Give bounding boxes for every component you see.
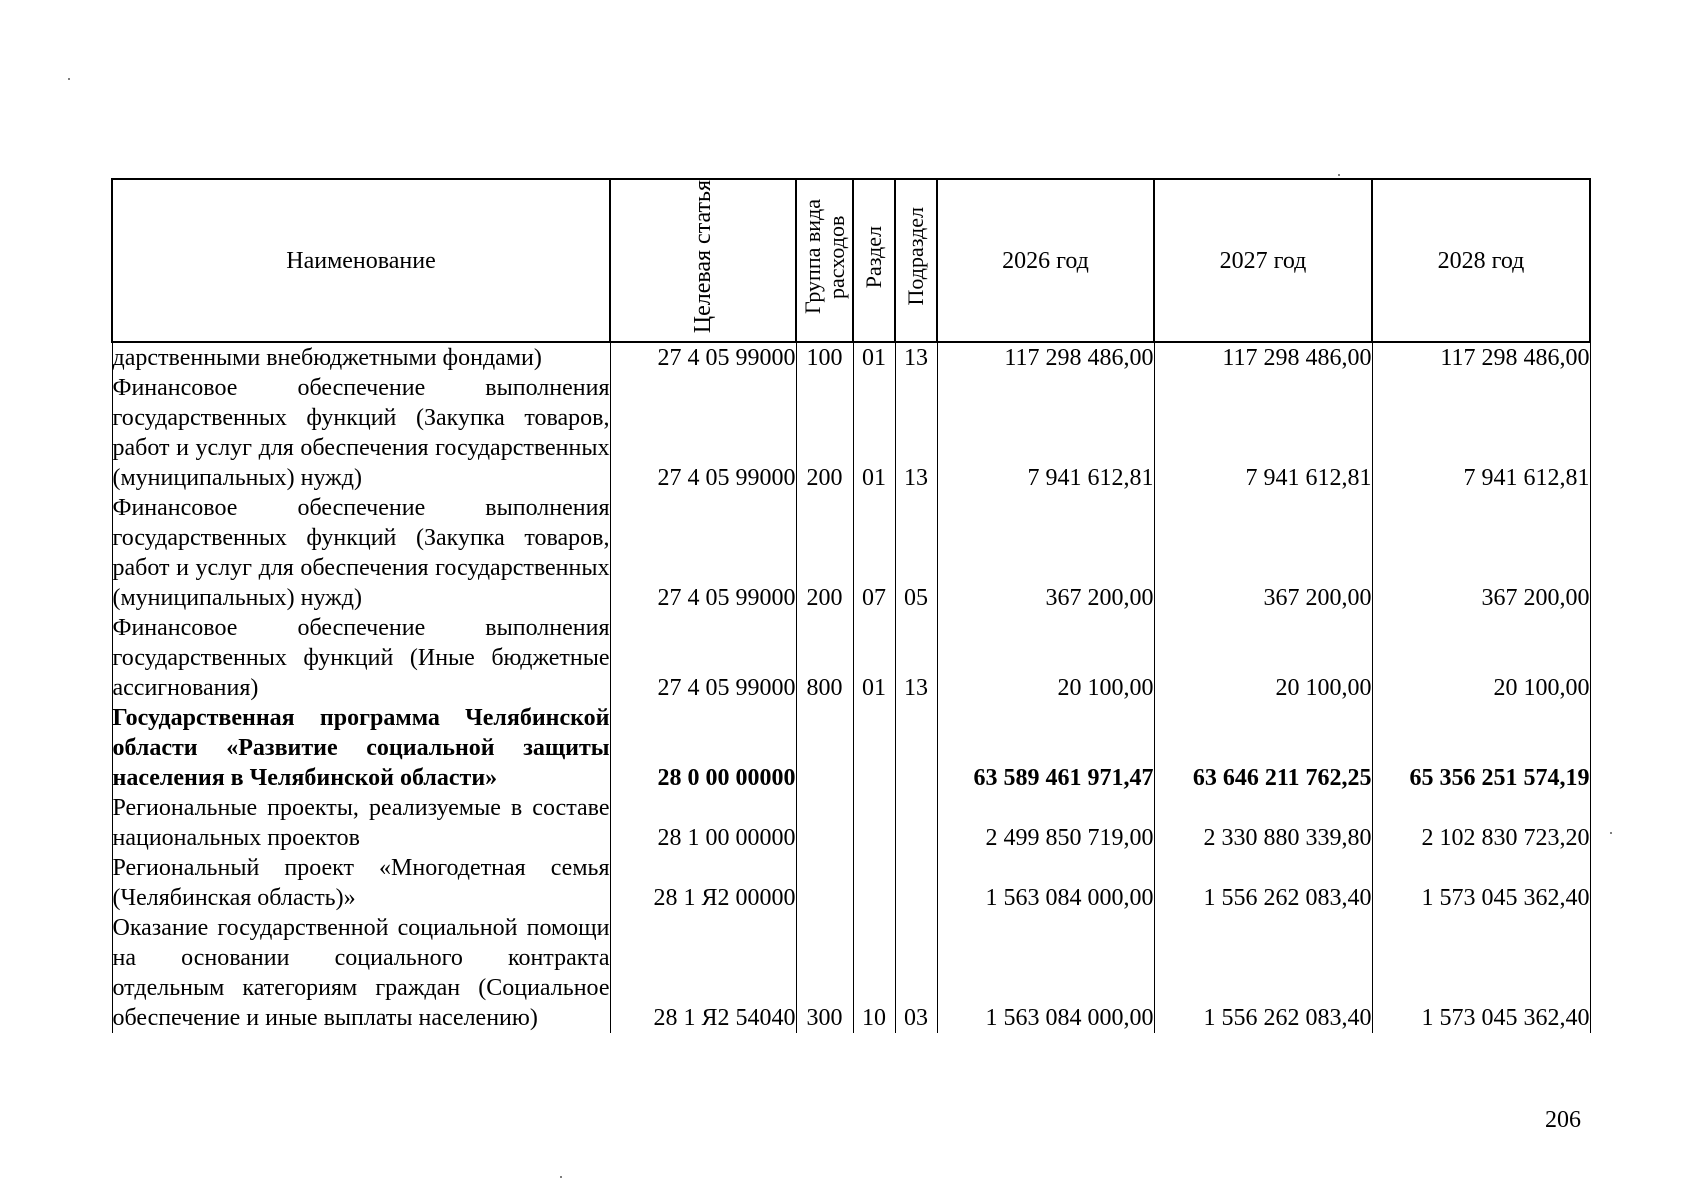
row-group: 200 (796, 493, 853, 613)
scan-speck (68, 78, 70, 80)
table-row (112, 613, 1590, 703)
row-section: 07 (853, 493, 895, 613)
row-2028: 367 200,00 (1372, 493, 1590, 613)
row-subsection (895, 793, 937, 853)
row-name: Региональный проект «Многодетная семья (Челябинская область)» (112, 855, 610, 912)
row-section: 01 (853, 373, 895, 493)
header-section: Раздел (853, 179, 895, 342)
table-header-row (112, 179, 1590, 342)
row-target: 27 4 05 99000 (610, 342, 796, 373)
row-name: Региональные проекты, реализуемые в составе национальных проектов (112, 795, 610, 852)
table-row (112, 703, 1590, 793)
row-2026: 20 100,00 (937, 613, 1154, 703)
row-section (853, 853, 895, 913)
row-subsection: 05 (895, 493, 937, 613)
header-subsection: Подраздел (895, 179, 937, 342)
table-row (112, 853, 1590, 913)
row-group (796, 793, 853, 853)
header-2026: 2026 год (937, 179, 1154, 342)
row-target: 27 4 05 99000 (610, 613, 796, 703)
row-subsection: 13 (895, 613, 937, 703)
table-row (112, 913, 1590, 1033)
table-row (112, 342, 1590, 373)
row-group: 100 (796, 342, 853, 373)
row-2026: 367 200,00 (937, 493, 1154, 613)
row-2027: 1 556 262 083,40 (1154, 853, 1372, 913)
scan-speck (560, 1176, 562, 1178)
row-target: 28 0 00 00000 (610, 703, 796, 793)
row-2026: 63 589 461 971,47 (937, 703, 1154, 793)
row-group (796, 853, 853, 913)
row-2026: 1 563 084 000,00 (937, 853, 1154, 913)
row-group (796, 703, 853, 793)
header-expense-group: Группа вида расходов (796, 179, 853, 342)
table-row (112, 373, 1590, 493)
row-group: 300 (796, 913, 853, 1033)
row-subsection: 13 (895, 373, 937, 493)
row-section: 01 (853, 342, 895, 373)
row-2027: 20 100,00 (1154, 613, 1372, 703)
row-2027: 117 298 486,00 (1154, 342, 1372, 373)
row-name: Финансовое обеспечение выполнения государственных функций (Закупка товаров, работ и услуг для обеспечения государственных (муниципальных) нужд) (112, 375, 610, 492)
row-group: 800 (796, 613, 853, 703)
row-2027: 367 200,00 (1154, 493, 1372, 613)
row-2028: 20 100,00 (1372, 613, 1590, 703)
row-2027: 63 646 211 762,25 (1154, 703, 1372, 793)
row-2026: 2 499 850 719,00 (937, 793, 1154, 853)
row-section (853, 793, 895, 853)
table-row (112, 493, 1590, 613)
header-2028: 2028 год (1372, 179, 1590, 342)
row-2026: 1 563 084 000,00 (937, 913, 1154, 1033)
scan-speck (1610, 832, 1612, 834)
row-target: 28 1 Я2 54040 (610, 913, 796, 1033)
row-2028: 65 356 251 574,19 (1372, 703, 1590, 793)
row-target: 27 4 05 99000 (610, 493, 796, 613)
row-name: Финансовое обеспечение выполнения государственных функций (Закупка товаров, работ и услуг для обеспечения государственных (муниципальных) нужд) (112, 495, 610, 612)
row-2028: 1 573 045 362,40 (1372, 913, 1590, 1033)
row-subsection: 03 (895, 913, 937, 1033)
row-2028: 2 102 830 723,20 (1372, 793, 1590, 853)
row-subsection (895, 703, 937, 793)
header-target-article: Целевая статья (610, 179, 796, 342)
header-2027: 2027 год (1154, 179, 1372, 342)
row-group: 200 (796, 373, 853, 493)
row-section: 01 (853, 613, 895, 703)
row-2026: 117 298 486,00 (937, 342, 1154, 373)
row-2028: 7 941 612,81 (1372, 373, 1590, 493)
header-name: Наименование (112, 179, 610, 342)
row-2027: 7 941 612,81 (1154, 373, 1372, 493)
row-2028: 1 573 045 362,40 (1372, 853, 1590, 913)
row-2028: 117 298 486,00 (1372, 342, 1590, 373)
row-section (853, 703, 895, 793)
scan-speck (1338, 174, 1340, 176)
row-2026: 7 941 612,81 (937, 373, 1154, 493)
row-section: 10 (853, 913, 895, 1033)
row-target: 28 1 Я2 00000 (610, 853, 796, 913)
row-subsection (895, 853, 937, 913)
row-target: 27 4 05 99000 (610, 373, 796, 493)
table-row (112, 793, 1590, 853)
row-subsection: 13 (895, 342, 937, 373)
budget-table (111, 178, 1591, 1033)
row-name: дарственными внебюджетными фондами) (112, 342, 610, 373)
row-2027: 1 556 262 083,40 (1154, 913, 1372, 1033)
row-2027: 2 330 880 339,80 (1154, 793, 1372, 853)
page-number: 206 (1545, 1107, 1581, 1133)
row-name: Финансовое обеспечение выполнения государственных функций (Иные бюджетные ассигнования) (112, 615, 610, 702)
row-name: Оказание государственной социальной помощи на основании социального контракта отдельным категориям граждан (Социальное обеспечение и иные выплаты населению) (112, 915, 610, 1032)
row-target: 28 1 00 00000 (610, 793, 796, 853)
row-name: Государственная программа Челябинской области «Развитие социальной защиты населения в Челябинской области» (112, 705, 610, 792)
